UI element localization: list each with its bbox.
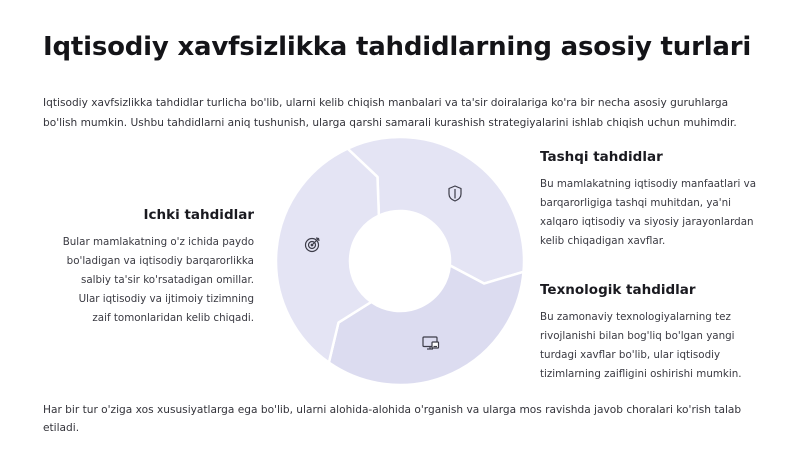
- external-threats-text: Bu mamlakatning iqtisodiy manfaatlari va barqarorligiga tashqi muhitdan, ya'ni xalqaro iqtisodiy va siyosiy jarayonlardan kelib chiqadigan xavflar.: [540, 178, 757, 247]
- page-title: Iqtisodiy xavfsizlikka tahdidlarning asosiy turlari: [43, 32, 752, 62]
- donut-svg: [274, 135, 526, 387]
- technological-threats-text: Bu zamonaviy texnologiyalarning tez rivojlanishi bilan bog'liq bo'lgan yangi turdagi xavflar bo'lib, ular iqtisodiy tizimlarning zaifligini oshirishi mumkin.: [540, 311, 742, 380]
- external-threats-heading: Tashqi tahdidlar: [540, 149, 663, 165]
- intro-paragraph: Iqtisodiy xavfsizlikka tahdidlar turlicha bo'lib, ularni kelib chiqish manbalari va ta'sir doiralariga ko'ra bir necha asosiy guruhlarga bo'lish mumkin. Ushbu tahdidlarni aniq tushunish, ularga qarshi samarali kurashish strategiyalarini ishlab chiqish uchun muhimdir.: [43, 97, 737, 129]
- threat-types-donut: [274, 135, 526, 387]
- internal-threats-text: Bular mamlakatning o'z ichida paydo bo'ladigan va iqtisodiy barqarorlikka salbiy ta'sir ko'rsatadigan omillar. Ular iqtisodiy va ijtimoiy tizimning zaif tomonlaridan kelib chiqadi.: [62, 236, 254, 324]
- technological-threats-heading: Texnologik tahdidlar: [540, 282, 696, 298]
- footer-note: Har bir tur o'ziga xos xususiyatlarga ega bo'lib, ularni alohida-alohida o'rganish va ularga mos ravishda javob choralari ko'rish talab etiladi.: [43, 404, 742, 434]
- donut-segments: [276, 137, 524, 385]
- internal-threats-heading: Ichki tahdidlar: [143, 207, 254, 223]
- external-threats-block: [540, 149, 765, 251]
- technological-threats-block: [540, 282, 765, 384]
- internal-threats-block: [60, 207, 254, 328]
- donut-segment-technological: [329, 265, 524, 385]
